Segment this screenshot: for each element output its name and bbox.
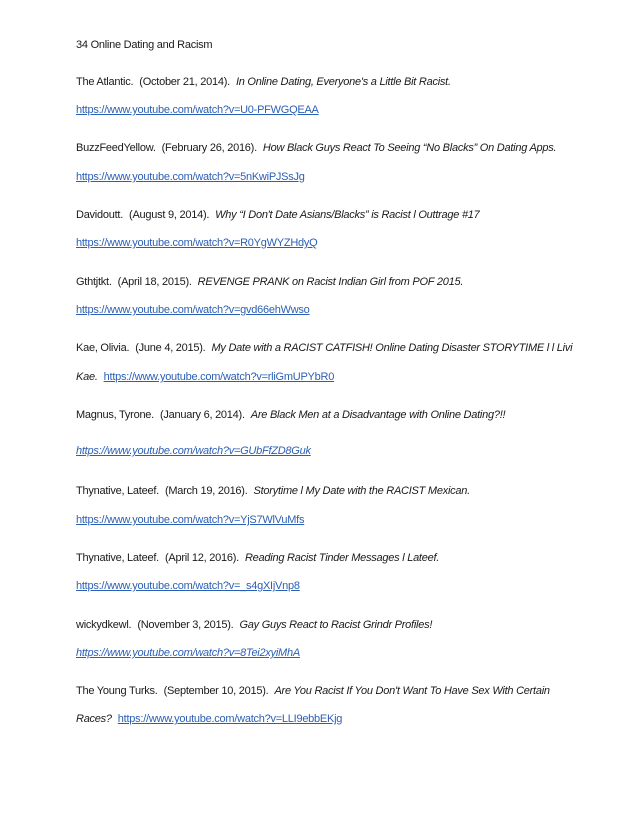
reference-citation (76, 209, 480, 221)
reference-author: Kae, Olivia. (76, 342, 130, 354)
page-number: 34 (76, 39, 88, 51)
reference-date: (September 10, 2015). (163, 685, 269, 697)
reference-citation (76, 342, 572, 354)
reference-title: My Date with a RACIST CATFISH! Online Dating Disaster STORYTIME l l Livi (211, 342, 573, 354)
reference-title: Reading Racist Tinder Messages l Lateef. (244, 552, 440, 564)
reference-title-continued: Kae. (76, 371, 98, 383)
reference-date: (November 3, 2015). (137, 619, 234, 631)
reference-title-continued: Races? (76, 713, 112, 725)
reference-author: The Atlantic. (76, 76, 134, 88)
reference-date: (August 9, 2014). (129, 209, 210, 221)
reference-citation (76, 409, 505, 421)
reference-link[interactable]: https://www.youtube.com/watch?v=gvd66ehWwso (76, 304, 310, 316)
reference-title: Are Black Men at a Disadvantage with Online Dating?!! (250, 409, 506, 421)
reference-author: Magnus, Tyrone. (76, 409, 154, 421)
reference-title: In Online Dating, Everyone's a Little Bit Racist. (235, 76, 451, 88)
reference-citation (76, 685, 550, 697)
reference-author: BuzzFeedYellow. (76, 142, 156, 154)
reference-author: The Young Turks. (76, 685, 158, 697)
reference-date: (October 21, 2014). (139, 76, 230, 88)
reference-citation (76, 276, 463, 288)
reference-citation (76, 619, 432, 631)
reference-author: wickydkewl. (76, 619, 132, 631)
reference-citation (76, 142, 556, 154)
reference-date: (April 12, 2016). (164, 552, 239, 564)
reference-title: Storytime l My Date with the RACIST Mexican. (253, 485, 470, 497)
reference-link[interactable]: https://www.youtube.com/watch?v=GUbFfZD8Guk (76, 445, 311, 457)
reference-link[interactable]: https://www.youtube.com/watch?v=R0YgWYZHdyQ (76, 237, 318, 249)
reference-date: (April 18, 2015). (117, 276, 192, 288)
reference-link[interactable]: https://www.youtube.com/watch?v=LLI9ebbEKjg (117, 713, 343, 725)
reference-link[interactable]: https://www.youtube.com/watch?v=U0-PFWGQEAA (76, 104, 319, 116)
reference-link[interactable]: https://www.youtube.com/watch?v=rliGmUPYbR0 (103, 371, 335, 383)
reference-author: Davidoutt. (76, 209, 124, 221)
reference-author: Thynative, Lateef. (76, 485, 159, 497)
reference-title: Gay Guys React to Racist Grindr Profiles! (239, 619, 433, 631)
reference-date: (January 6, 2014). (159, 409, 245, 421)
reference-author: Thynative, Lateef. (76, 552, 159, 564)
reference-date: (February 26, 2016). (161, 142, 257, 154)
reference-author: Gthtjtkt. (76, 276, 112, 288)
reference-date: (June 4, 2015). (135, 342, 206, 354)
reference-date: (March 19, 2016). (164, 485, 248, 497)
reference-title: Are You Racist If You Don't Want To Have Sex With Certain (274, 685, 550, 697)
reference-title: How Black Guys React To Seeing “No Blacks” On Dating Apps. (262, 142, 557, 154)
reference-link[interactable]: https://www.youtube.com/watch?v=5nKwiPJSsJg (76, 171, 305, 183)
reference-citation (76, 485, 470, 497)
reference-link[interactable]: https://www.youtube.com/watch?v=YjS7WlVuMfs (76, 514, 305, 526)
reference-link[interactable]: https://www.youtube.com/watch?v=8Tei2xyiMhA (76, 647, 300, 659)
reference-title: Why “I Don't Date Asians/Blacks” is Racist l Outtrage #17 (215, 209, 480, 221)
reference-citation (76, 76, 451, 88)
reference-title: REVENGE PRANK on Racist Indian Girl from POF 2015. (197, 276, 464, 288)
running-title: Online Dating and Racism (90, 39, 213, 51)
page-header (76, 39, 212, 51)
reference-link[interactable]: https://www.youtube.com/watch?v=_s4gXIjVnp8 (76, 580, 300, 592)
reference-citation (76, 552, 439, 564)
